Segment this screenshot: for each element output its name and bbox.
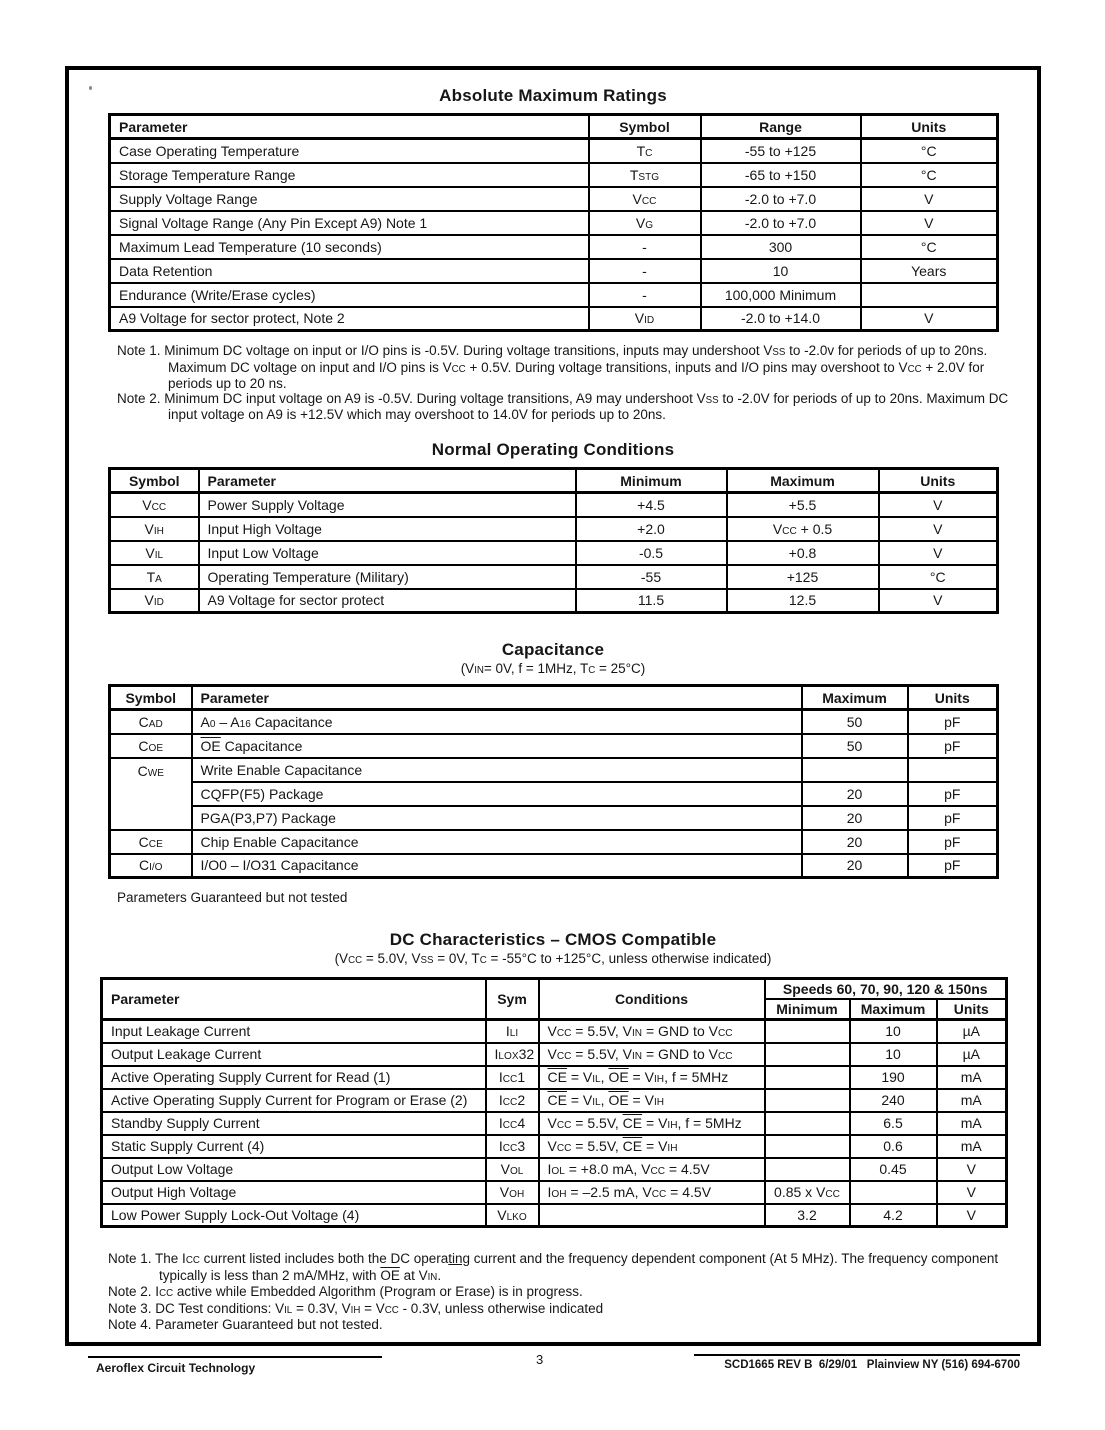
table-row [102,1043,1007,1066]
column-header-sym: Sym [486,979,539,1020]
cell: +4.5 [576,493,727,517]
cell: µA [937,1020,1007,1043]
note-text: The ICC current listed includes both the DC operating current and the frequency dependent component (At 5 MHz). The frequency component typically is less than 2 mA/MHz, with $\overline{OE}$ at VIN. [155,1251,999,1283]
cell: IOH = –2.5 mA, VCC = 4.5V [539,1181,765,1204]
cell [850,1181,937,1204]
table-row [102,1066,1007,1089]
column-header-maximum: Maximum [727,469,879,493]
column-header-units: Units [861,115,998,139]
cell: VID [589,307,701,331]
cell [765,1066,850,1089]
cell: VLKO [486,1204,539,1227]
cell: VCC = 5.5V, $\overline{CE}$ = VIH, f = 5MHz [539,1112,765,1135]
table-row [110,830,998,854]
table-row [110,854,998,878]
cell: pF [908,830,998,854]
cell: pF [908,734,998,758]
cell: -2.0 to +7.0 [701,211,861,235]
cell [765,1112,850,1135]
cell: - [589,259,701,283]
note [117,344,1012,392]
cell: I/O0 – I/O31 Capacitance [192,854,802,878]
cell: CQFP(F5) Package [192,782,802,806]
cell: V [861,211,998,235]
cell: ICC3 [486,1135,539,1158]
column-header-parameter: Parameter [102,979,486,1020]
footer-document-id: SCD1665 REV B 6/29/01 Plainview NY (516) 694-6700 [724,1359,1020,1371]
table-row [110,235,998,259]
capacitance-table [108,684,999,879]
cell: mA [937,1066,1007,1089]
section-title-dc-characteristics: DC Characteristics – CMOS Compatible [389,930,717,949]
cell: 10 [850,1043,937,1066]
note [108,1318,1013,1333]
cell: VCC [110,493,199,517]
cell: VCC [589,187,701,211]
cell [802,758,908,782]
cell: CWE [110,758,192,830]
cell: VOL [486,1158,539,1181]
cell: Data Retention [110,259,589,283]
table-row [102,1112,1007,1135]
cell: VID [110,589,199,613]
table-row [102,1181,1007,1204]
cell: VCC = 5.5V, VIN = GND to VCC [539,1043,765,1066]
cell: Write Enable Capacitance [192,758,802,782]
column-header-minimum: Minimum [765,999,850,1020]
note [117,392,1012,423]
capacitance-test-conditions: (VIN= 0V, f = 1MHz, TC = 25°C) [460,661,646,676]
table-row [110,517,998,541]
cell: 0.6 [850,1135,937,1158]
table-row [110,307,998,331]
column-header-units: Units [908,686,998,710]
table-row [110,734,998,758]
cell: °C [861,139,998,163]
cell [908,758,998,782]
cell: V [937,1181,1007,1204]
cell: 190 [850,1066,937,1089]
cell: IOL = +8.0 mA, VCC = 4.5V [539,1158,765,1181]
cell: +5.5 [727,493,879,517]
cell: TC [589,139,701,163]
capacitance-footnote: Parameters Guaranteed but not tested [117,890,348,905]
column-header-symbol: Symbol [110,686,192,710]
cell: µA [937,1043,1007,1066]
column-header-speeds-group: Speeds 60, 70, 90, 120 & 150ns [765,979,1007,1000]
cell: V [937,1158,1007,1181]
table-row [102,1020,1007,1043]
table-row [102,1204,1007,1227]
cell: A9 Voltage for sector protect [199,589,576,613]
cell: 6.5 [850,1112,937,1135]
cell: ICC1 [486,1066,539,1089]
cell: VIL [110,541,199,565]
table-row [110,565,998,589]
column-header-conditions: Conditions [539,979,765,1020]
cell: TSTG [589,163,701,187]
cell: ILOX32 [486,1043,539,1066]
cell: 50 [802,734,908,758]
cell: Signal Voltage Range (Any Pin Except A9) Note 1 [110,211,589,235]
cell: Input High Voltage [199,517,576,541]
cell: 0.85 x VCC [765,1181,850,1204]
table-row [110,163,998,187]
cell: +0.8 [727,541,879,565]
table-row [110,806,998,830]
cell: Standby Supply Current [102,1112,486,1135]
cell: 50 [802,710,908,734]
table-row [110,493,998,517]
cell: 10 [701,259,861,283]
cell: Case Operating Temperature [110,139,589,163]
cell: V [879,493,998,517]
cell: CI/O [110,854,192,878]
column-header-maximum: Maximum [850,999,937,1020]
cell: mA [937,1135,1007,1158]
cell: A0 – A16 Capacitance [192,710,802,734]
note-label: Note 1. [108,1251,152,1266]
cell: mA [937,1089,1007,1112]
cell: 20 [802,830,908,854]
cell: Power Supply Voltage [199,493,576,517]
table-row [110,541,998,565]
table-row [110,139,998,163]
cell: V [879,589,998,613]
note-label: Note 4. [108,1317,152,1333]
cell: $\overline{CE}$ = VIL, $\overline{OE}$ = VIH, f = 5MHz [539,1066,765,1089]
column-header-units: Units [937,999,1007,1020]
section-title-normal-operating-conditions: Normal Operating Conditions [431,440,675,459]
column-header-symbol: Symbol [589,115,701,139]
cell: 100,000 Minimum [701,283,861,307]
cell: Storage Temperature Range [110,163,589,187]
cell: pF [908,806,998,830]
cell: 20 [802,854,908,878]
table-row [110,710,998,734]
cell: 0.45 [850,1158,937,1181]
cell [765,1089,850,1112]
note-text: Minimum DC input voltage on A9 is -0.5V. During voltage transitions, A9 may undershoot VSS to -2.0V for periods of up to 20ns. Maximum DC input voltage on A9 is +12.5V which may overshoot to 14.0V for periods up to 20ns. [164,390,1009,423]
column-header-parameter: Parameter [192,686,802,710]
note-text: DC Test conditions: VIL = 0.3V, VIH = VCC - 0.3V, unless otherwise indicated [155,1300,604,1316]
cell: COE [110,734,192,758]
footer-left-rule [88,1356,382,1358]
cell: +125 [727,565,879,589]
cell: V [879,517,998,541]
absolute-maximum-ratings-notes [117,344,1012,423]
cell: °C [861,235,998,259]
dc-characteristics-table [100,977,1008,1228]
cell: V [879,541,998,565]
section-title-capacitance: Capacitance [501,640,605,659]
cell: mA [937,1112,1007,1135]
cell: pF [908,710,998,734]
cell [765,1158,850,1181]
cell: A9 Voltage for sector protect, Note 2 [110,307,589,331]
table-header-rows [102,979,1007,1020]
column-header-minimum: Minimum [576,469,727,493]
cell: - [589,283,701,307]
cell: $\overline{CE}$ = VIL, $\overline{OE}$ = VIH [539,1089,765,1112]
table-row [110,259,998,283]
cell [861,283,998,307]
table-header-row [110,115,998,139]
table-header-row [110,469,998,493]
table-row [110,211,998,235]
cell: 10 [850,1020,937,1043]
table-row [102,1135,1007,1158]
note-text: Minimum DC voltage on input or I/O pins is -0.5V. During voltage transitions, inputs may undershoot VSS to -2.0v for periods of up to 20ns. Maximum DC voltage on input and I/O pins is VCC + 0.5V. During voltage transitions, inputs and I/O pins may overshoot to VCC + 2.0V for periods up to 20 ns. [164,343,988,392]
cell: Low Power Supply Lock-Out Voltage (4) [102,1204,486,1227]
cell: Years [861,259,998,283]
cell: ILI [486,1020,539,1043]
cell: - [589,235,701,259]
table-row [102,1158,1007,1181]
cell [539,1204,765,1227]
cell: Maximum Lead Temperature (10 seconds) [110,235,589,259]
cell: TA [110,565,199,589]
section-title-absolute-maximum-ratings: Absolute Maximum Ratings [439,86,667,105]
cell: $\overline{OE}$ Capacitance [192,734,802,758]
dc-characteristics-notes [108,1252,1013,1333]
cell: ICC4 [486,1112,539,1135]
cell: VCC = 5.5V, $\overline{CE}$ = VIH [539,1135,765,1158]
cell: +2.0 [576,517,727,541]
normal-operating-conditions-table [108,467,999,614]
cell: Endurance (Write/Erase cycles) [110,283,589,307]
cell: Supply Voltage Range [110,187,589,211]
cell: Output Leakage Current [102,1043,486,1066]
note-text: Parameter Guaranteed but not tested. [155,1317,383,1333]
column-header-units: Units [879,469,998,493]
cell: 20 [802,806,908,830]
cell: 11.5 [576,589,727,613]
table-row [110,782,998,806]
cell: Output Low Voltage [102,1158,486,1181]
table-row [110,187,998,211]
cell: ICC2 [486,1089,539,1112]
cell: -2.0 to +7.0 [701,187,861,211]
absolute-maximum-ratings-table [108,113,999,332]
cell: pF [908,854,998,878]
cell: -55 to +125 [701,139,861,163]
cell: Operating Temperature (Military) [199,565,576,589]
cell: 4.2 [850,1204,937,1227]
cell: 20 [802,782,908,806]
table-header-row [110,686,998,710]
cell: V [861,307,998,331]
note [108,1252,1013,1285]
cell: 240 [850,1089,937,1112]
cell: VG [589,211,701,235]
page-number: 3 [536,1352,544,1367]
cell: Input Leakage Current [102,1020,486,1043]
note-label: Note 2. [117,390,161,406]
cell: VCC + 0.5 [727,517,879,541]
cell: -55 [576,565,727,589]
cell: PGA(P3,P7) Package [192,806,802,830]
table-row [110,283,998,307]
column-header-symbol: Symbol [110,469,199,493]
cell: -65 to +150 [701,163,861,187]
cell: 300 [701,235,861,259]
cell: Static Supply Current (4) [102,1135,486,1158]
cell: CCE [110,830,192,854]
cell: VOH [486,1181,539,1204]
cell: Active Operating Supply Current for Read (1) [102,1066,486,1089]
cell: pF [908,782,998,806]
dc-test-conditions: (VCC = 5.0V, VSS = 0V, TC = -55°C to +125°C, unless otherwise indicated) [334,951,772,966]
cell: Output High Voltage [102,1181,486,1204]
cell: -2.0 to +14.0 [701,307,861,331]
cell: Active Operating Supply Current for Program or Erase (2) [102,1089,486,1112]
note-label: Note 1. [117,343,161,358]
column-header-maximum: Maximum [802,686,908,710]
cell: V [937,1204,1007,1227]
note-text: ICC active while Embedded Algorithm (Program or Erase) is in progress. [155,1284,583,1300]
cell: 3.2 [765,1204,850,1227]
table-row [102,1089,1007,1112]
cell: °C [861,163,998,187]
note [108,1302,1013,1319]
footer-right-rule [694,1354,1020,1356]
table-row [110,589,998,613]
cell: VCC = 5.5V, VIN = GND to VCC [539,1020,765,1043]
cell: V [861,187,998,211]
cell: °C [879,565,998,589]
cell: VIH [110,517,199,541]
column-header-range: Range [701,115,861,139]
cell [765,1043,850,1066]
column-header-parameter: Parameter [199,469,576,493]
note-label: Note 3. [108,1300,152,1316]
cell: 12.5 [727,589,879,613]
table-row [110,758,998,782]
note-label: Note 2. [108,1284,152,1300]
cell: Chip Enable Capacitance [192,830,802,854]
cell: CAD [110,710,192,734]
footer-company-name: Aeroflex Circuit Technology [96,1361,256,1375]
cell: Input Low Voltage [199,541,576,565]
note [108,1285,1013,1302]
cell [765,1135,850,1158]
cell: -0.5 [576,541,727,565]
column-header-parameter: Parameter [110,115,589,139]
cell [765,1020,850,1043]
